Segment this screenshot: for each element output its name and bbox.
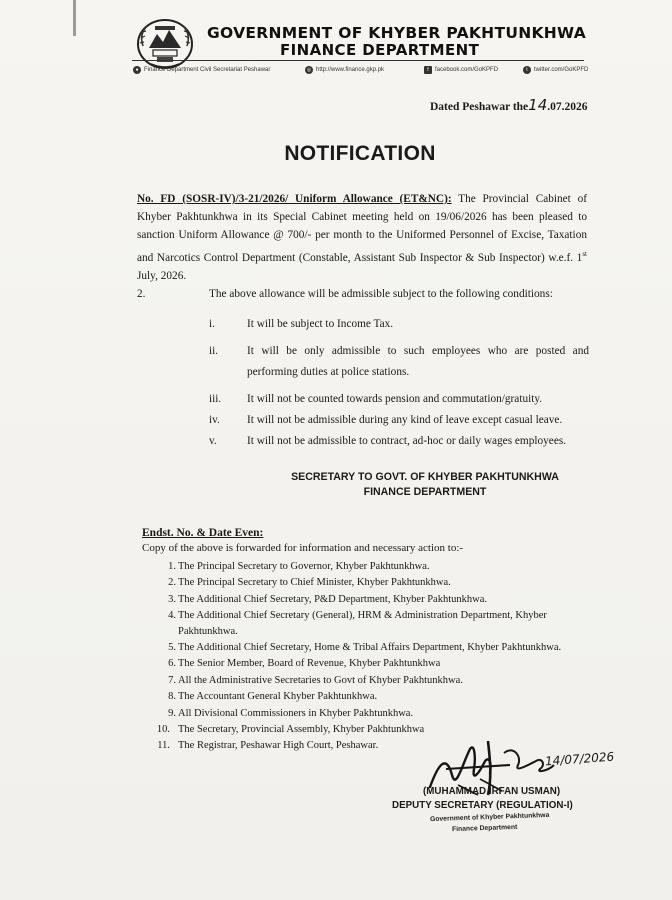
list-item bbox=[168, 608, 588, 639]
date-line bbox=[430, 96, 588, 114]
endorsement-heading: Endst. No. & Date Even: bbox=[142, 527, 264, 539]
paragraph-1-body: The Provincial Cabinet of Khyber Pakhtunkhwa in its Special Cabinet meeting held on 19/06/2026 has been pleased to sanction Uniform Allowance @ 700/- per month to the Uniformed Personnel of Excise, Taxation and Narcotics Control Department (Constable, Assistant Sub Inspector & Sub Inspector) w.e.f. 1 bbox=[137, 193, 587, 264]
date-month-year: .07.2026 bbox=[547, 101, 588, 113]
letterhead-department: FINANCE DEPARTMENT bbox=[280, 41, 480, 59]
signature-date-handwritten: 14/07/2026 bbox=[544, 749, 615, 769]
item-number: 8. bbox=[168, 691, 176, 703]
item-number: 7. bbox=[168, 674, 176, 686]
condition-number: iii. bbox=[209, 393, 222, 405]
item-number: 9. bbox=[168, 707, 176, 719]
paragraph-1 bbox=[137, 190, 587, 285]
item-text: The Additional Chief Secretary, Home & Tribal Affairs Department, Khyber Pakhtunkhwa. bbox=[178, 642, 562, 654]
condition-item bbox=[209, 341, 589, 383]
letterhead-rule bbox=[132, 60, 584, 61]
item-text: The Principal Secretary to Governor, Khyber Pakhtunkhwa. bbox=[178, 561, 430, 572]
endorsement-intro: Copy of the above is forwarded for information and necessary action to:- bbox=[142, 542, 464, 554]
officer-name: (MUHAMMAD IRFAN USMAN) bbox=[423, 786, 561, 797]
letterhead-government: GOVERNMENT OF KHYBER PAKHTUNKHWA bbox=[207, 24, 587, 42]
notification-title: NOTIFICATION bbox=[284, 142, 436, 165]
condition-number: iv. bbox=[209, 414, 220, 426]
location-pin-icon: ● bbox=[133, 66, 141, 74]
item-number: 10. bbox=[156, 724, 170, 736]
list-item bbox=[168, 689, 588, 704]
conditions-list bbox=[209, 314, 589, 458]
twitter-text: twitter.com/GoKPFD bbox=[534, 67, 589, 73]
list-item bbox=[168, 673, 588, 688]
item-number: 1. bbox=[168, 561, 176, 572]
list-item bbox=[168, 706, 588, 721]
twitter-icon: t bbox=[523, 66, 531, 74]
item-text: The Accountant General Khyber Pakhtunkhwa. bbox=[178, 691, 378, 703]
list-item bbox=[168, 656, 588, 671]
facebook-icon: f bbox=[424, 66, 432, 74]
condition-item bbox=[209, 389, 589, 410]
distribution-list bbox=[156, 559, 588, 755]
date-day-handwritten: 14 bbox=[528, 96, 548, 114]
condition-text: It will be only admissible to such employees who are posted and performing duties at police stations. bbox=[247, 345, 589, 378]
condition-text: It will not be admissible to contract, ad-hoc or daily wages employees. bbox=[247, 435, 567, 447]
government-emblem-icon bbox=[133, 16, 197, 70]
paragraph-1-tail: July, 2026. bbox=[137, 269, 187, 282]
item-number: 5. bbox=[168, 642, 176, 654]
date-prefix: Dated Peshawar the bbox=[430, 101, 529, 113]
item-number: 2. bbox=[168, 577, 176, 589]
condition-number: v. bbox=[209, 435, 217, 447]
item-number: 11. bbox=[157, 740, 170, 752]
contact-address bbox=[133, 66, 270, 74]
item-number: 6. bbox=[168, 658, 176, 670]
item-text: The Secretary, Provincial Assembly, Khyber Pakhtunkhwa bbox=[178, 724, 425, 736]
item-text: All Divisional Commissioners in Khyber Pakhtunkhwa. bbox=[178, 707, 414, 719]
contact-facebook[interactable] bbox=[424, 66, 498, 74]
contact-bar bbox=[0, 66, 672, 78]
condition-item bbox=[209, 431, 589, 452]
list-item bbox=[168, 575, 588, 590]
list-item bbox=[168, 640, 588, 655]
stamp-department: Finance Department bbox=[451, 823, 518, 834]
officer-designation: DEPUTY SECRETARY (REGULATION-I) bbox=[392, 800, 573, 811]
condition-text: It will not be counted towards pension and commutation/gratuity. bbox=[247, 393, 543, 405]
paragraph-2-number: 2. bbox=[137, 288, 146, 300]
list-item bbox=[168, 559, 588, 574]
item-number: 4. bbox=[168, 610, 176, 622]
facebook-text: facebook.com/GoKPFD bbox=[435, 67, 499, 73]
condition-number: i. bbox=[209, 318, 215, 330]
item-text: All the Administrative Secretaries to Govt of Khyber Pakhtunkhwa. bbox=[178, 674, 463, 686]
condition-item bbox=[209, 410, 589, 431]
contact-website[interactable] bbox=[305, 66, 384, 74]
condition-text: It will not be admissible during any kind of leave except casual leave. bbox=[247, 414, 563, 426]
item-number: 3. bbox=[168, 593, 176, 605]
website-text: http://www.finance.gkp.pk bbox=[316, 67, 385, 73]
condition-item bbox=[209, 314, 589, 335]
condition-text: It will be subject to Income Tax. bbox=[247, 318, 394, 330]
notification-reference-number: No. FD (SOSR-IV)/3-21/2026/ Uniform Allowance (ET&NC): bbox=[137, 193, 452, 205]
item-text: The Registrar, Peshawar High Court, Peshawar. bbox=[178, 740, 379, 752]
paragraph-2-text: The above allowance will be admissible subject to the following conditions: bbox=[209, 288, 553, 300]
ordinal-suffix: st bbox=[582, 249, 587, 258]
item-text: The Additional Chief Secretary (General), HRM & Administration Department, Khyber Pakhtunkhwa. bbox=[178, 610, 547, 637]
address-text: Finance Department Civil Secretariat Peshawar bbox=[144, 67, 271, 73]
secretary-signature-block bbox=[270, 470, 580, 500]
condition-number: ii. bbox=[209, 345, 219, 357]
scan-mark bbox=[73, 0, 76, 36]
item-text: The Additional Chief Secretary, P&D Department, Khyber Pakhtunkhwa. bbox=[178, 593, 487, 605]
secretary-department: FINANCE DEPARTMENT bbox=[363, 486, 487, 498]
list-item bbox=[168, 592, 588, 607]
globe-icon: ◎ bbox=[306, 67, 312, 73]
contact-twitter[interactable] bbox=[523, 66, 588, 74]
item-text: The Senior Member, Board of Revenue, Khyber Pakhtunkhwa bbox=[178, 658, 441, 670]
secretary-title: SECRETARY TO GOVT. OF KHYBER PAKHTUNKHWA bbox=[291, 471, 559, 483]
item-text: The Principal Secretary to Chief Minister, Khyber Pakhtunkhwa. bbox=[178, 577, 451, 589]
stamp-government: Government of Khyber Pakhtunkhwa bbox=[429, 811, 550, 824]
